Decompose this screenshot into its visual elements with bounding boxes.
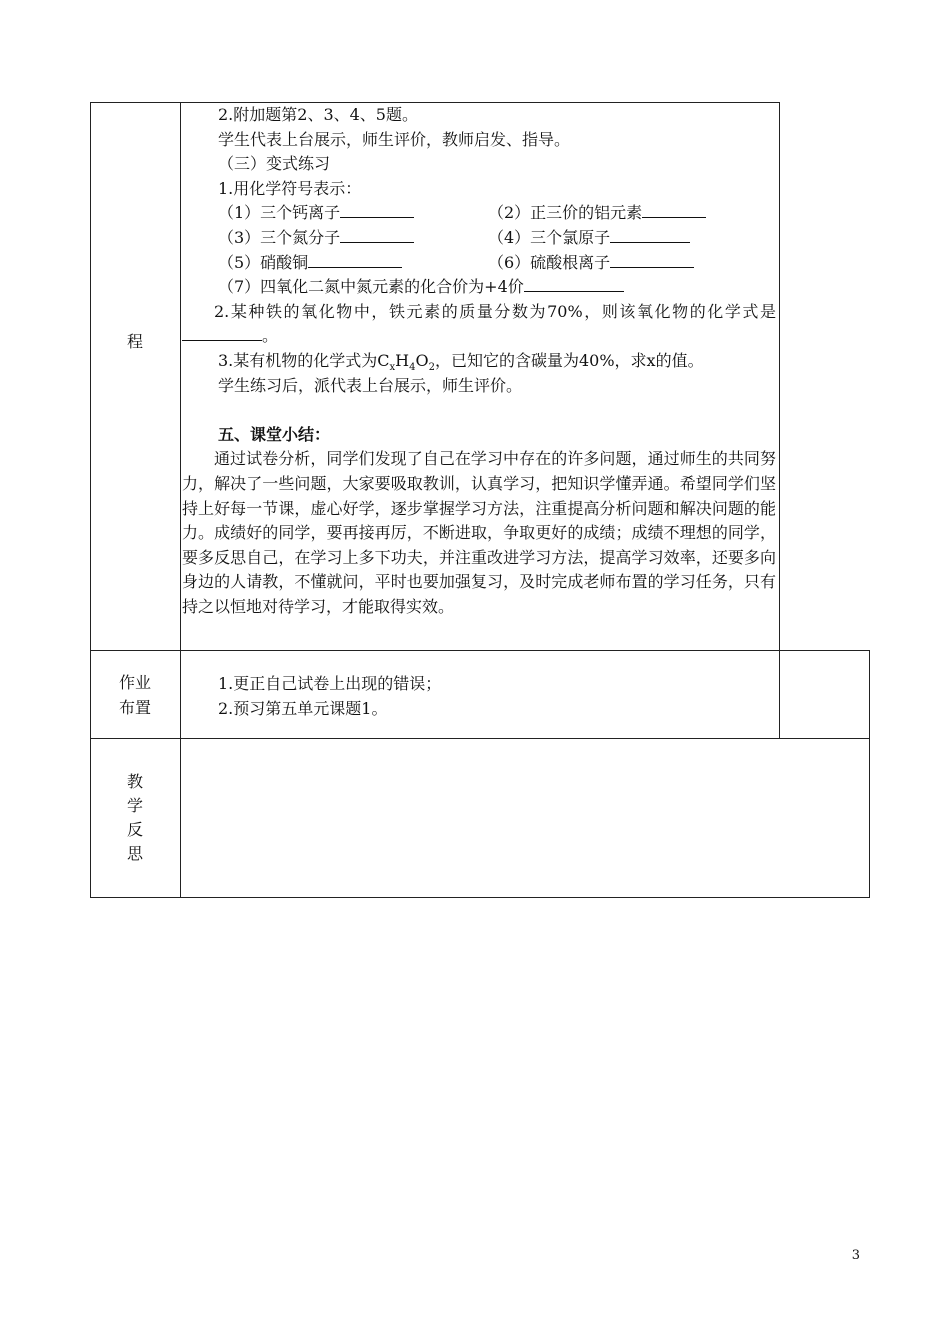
reflection-char-1: 教 [126,772,143,791]
oxygen-symbol: O [415,350,429,370]
row-divider-reflection [90,738,870,739]
reflection-char-3: 反 [126,820,143,839]
answer-blank-5 [308,251,402,268]
bonus-questions-line: 2.附加题第2、3、4、5题。 [218,105,418,124]
answer-blank-4 [610,226,690,243]
answer-blank-2 [642,201,706,218]
reflection-char-2: 学 [126,796,143,815]
exercise-item-1: （1）三个钙离子 [218,203,341,223]
practice-note: 学生练习后，派代表上台展示，师生评价。 [218,375,523,395]
student-showcase-line: 学生代表上台展示，师生评价，教师启发、指导。 [218,129,571,149]
row-divider-homework [90,650,870,651]
iron-oxide-question-text: 2.某种铁的氧化物中，铁元素的质量分数为70%，则该氧化物的化学式是 [214,301,776,321]
reflection-char-4: 思 [126,844,143,863]
process-label: 程 [126,332,143,351]
exercise-item-7: （7）四氧化二氮中氮元素的化合价为+4价 [218,277,524,297]
organic-question-suffix: ，已知它的含碳量为40%，求x的值。 [434,350,704,370]
table-right-border [869,650,870,898]
exercise-item-2: （2）正三价的铝元素 [488,203,643,223]
homework-item-1: 1.更正自己试卷上出现的错误； [218,674,442,693]
subscript-2: 2 [428,362,435,374]
exercise-row-3 [182,251,776,276]
answer-blank-7 [524,275,624,292]
answer-blank-6 [610,251,694,268]
exercise-item-3: （3）三个氮分子 [218,227,341,247]
variation-practice-heading: （三）变式练习 [218,154,331,174]
organic-question-prefix: 3.某有机物的化学式为C [218,350,390,370]
homework-content [218,671,441,721]
iron-oxide-question [182,300,776,349]
homework-label-line1: 作业 [118,673,151,692]
notes-column-divider [779,102,780,739]
answer-blank-1 [340,201,414,218]
organic-compound-question [182,349,776,374]
exercise-item-6: （6）硫酸根离子 [488,252,611,272]
homework-label [90,670,180,720]
subscript-x: x [389,362,396,374]
summary-heading: 五、课堂小结： [218,424,331,444]
exercise-row-2 [182,226,776,251]
reflection-label [90,770,180,866]
homework-item-2: 2.预习第五单元课题1。 [218,699,388,718]
homework-label-line2: 布置 [118,698,151,717]
spacer [182,398,776,423]
exercise-row-1 [182,201,776,226]
chemical-symbol-question: 1.用化学符号表示： [218,178,362,198]
iron-oxide-question-end: 。 [262,326,279,346]
answer-blank-3 [340,226,414,243]
hydrogen-symbol: H [395,350,410,370]
exercise-row-4 [182,275,776,300]
reflection-content-area [182,740,868,896]
subscript-4: 4 [409,362,416,374]
page-number: 3 [851,1248,860,1263]
table-bottom-border [90,897,870,898]
exercise-item-4: （4）三个氯原子 [488,227,611,247]
answer-blank-formula [182,324,262,341]
label-column-divider [180,102,181,898]
exercise-item-5: （5）硝酸铜 [218,252,309,272]
summary-paragraph: 通过试卷分析，同学们发现了自己在学习中存在的许多问题，通过师生的共同努力，解决了一些问题，大家要吸取教训，认真学习，把知识学懂弄通。希望同学们坚持上好每一节课，虚心好学，逐步掌握学习方法，注重提高分析问题和解决问题的能力。成绩好的同学，要再接再厉，不断进取，争取更好的成绩；成绩不理想的同学，要多反思自己，在学习上多下功夫，并注重改进学习方法，提高学习效率，还要多向身边的人请教，不懂就问，平时也要加强复习，及时完成老师布置的学习任务，只有持之以恒地对待学习，才能取得实效。 [182,449,776,616]
process-content [182,103,776,619]
